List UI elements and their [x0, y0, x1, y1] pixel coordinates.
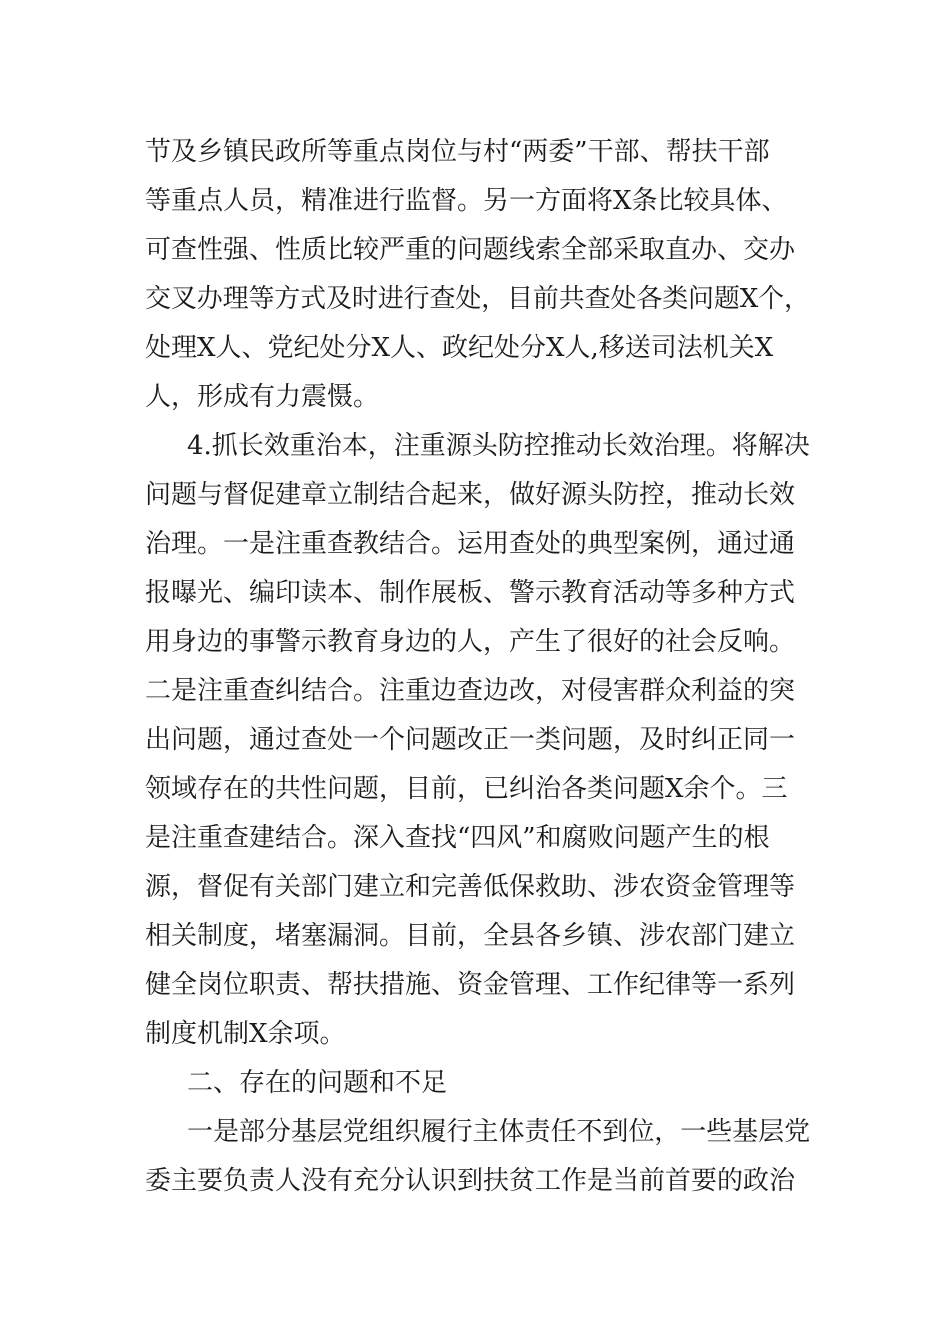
paragraph-heading: 4.抓长效重治本，注重源头防控推动长效治理。将解决	[187, 431, 810, 461]
text-line: 人，形成有力震慑。	[145, 382, 380, 412]
text-line: 问题与督促建章立制结合起来，做好源头防控，推动长效	[145, 480, 796, 510]
text-line: 一是部分基层党组织履行主体责任不到位，一些基层党	[187, 1117, 810, 1147]
text-line: 领域存在的共性问题，目前，已纠治各类问题X余个。三	[145, 774, 788, 804]
text-line: 用身边的事警示教育身边的人，产生了很好的社会反响。	[145, 627, 796, 657]
text-line: 出问题，通过查处一个问题改正一类问题，及时纠正同一	[145, 725, 796, 755]
text-line: 治理。一是注重查教结合。运用查处的典型案例，通过通	[145, 529, 796, 559]
text-line: 相关制度，堵塞漏洞。目前，全县各乡镇、涉农部门建立	[145, 921, 796, 951]
text-line: 二是注重查纠结合。注重边查边改，对侵害群众利益的突	[145, 676, 796, 706]
text-line: 等重点人员，精准进行监督。另一方面将X条比较具体、	[145, 186, 788, 216]
text-line: 是注重查建结合。深入查找“四风”和腐败问题产生的根	[145, 823, 770, 853]
section-heading: 二、存在的问题和不足	[187, 1068, 448, 1098]
text-line: 健全岗位职责、帮扶措施、资金管理、工作纪律等一系列	[145, 970, 796, 1000]
text-line: 制度机制X余项。	[145, 1019, 346, 1049]
document-body	[145, 128, 810, 1206]
text-line: 报曝光、编印读本、制作展板、警示教育活动等多种方式	[145, 578, 796, 608]
text-line: 可查性强、性质比较严重的问题线索全部采取直办、交办	[145, 235, 796, 265]
text-line: 源，督促有关部门建立和完善低保救助、涉农资金管理等	[145, 872, 796, 902]
text-line: 处理X人、党纪处分X人、政纪处分X人,移送司法机关X	[145, 333, 774, 363]
text-line: 交叉办理等方式及时进行查处，目前共查处各类问题X个，	[145, 284, 810, 314]
text-line: 节及乡镇民政所等重点岗位与村“两委”干部、帮扶干部	[145, 137, 770, 167]
text-line: 委主要负责人没有充分认识到扶贫工作是当前首要的政治	[145, 1166, 796, 1196]
